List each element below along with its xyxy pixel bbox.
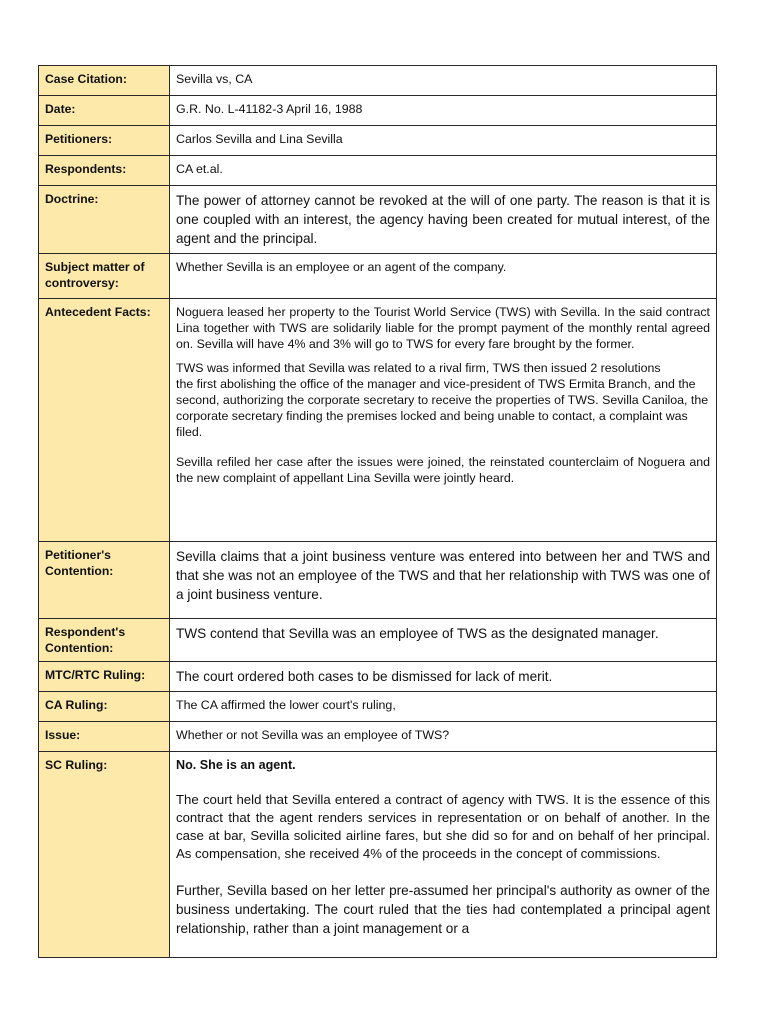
value-antecedent-facts [170, 299, 717, 542]
label-mtc-rtc-ruling: MTC/RTC Ruling: [39, 662, 170, 692]
value-issue: Whether or not Sevilla was an employee of TWS? [170, 722, 717, 752]
value-sc-ruling [170, 752, 717, 958]
label-date: Date: [39, 96, 170, 126]
antecedent-paragraph: TWS was informed that Sevilla was related to a rival firm, TWS then issued 2 resolutions [176, 361, 661, 375]
value-petitioners: Carlos Sevilla and Lina Sevilla [170, 126, 717, 156]
label-sc-ruling: SC Ruling: [39, 752, 170, 958]
value-mtc-rtc-ruling: The court ordered both cases to be dismissed for lack of merit. [170, 662, 717, 692]
label-petitioner-contention: Petitioner's Contention: [39, 542, 170, 619]
value-ca-ruling: The CA affirmed the lower court's ruling, [170, 692, 717, 722]
value-respondent-contention: TWS contend that Sevilla was an employee of TWS as the designated manager. [170, 619, 717, 662]
value-petitioner-contention [170, 542, 717, 619]
label-subject-matter: Subject matter of controversy: [39, 254, 170, 299]
antecedent-paragraph: the first abolishing the office of the manager and vice-president of TWS Ermita Branch, and the second, authorizing the corporate secretary to receive the properties of TWS. Sevilla Caniloa, the corporate secretary finding the premises locked and being unable to contact, a complaint was filed. [176, 377, 709, 439]
row-mtc-rtc-ruling [39, 662, 717, 692]
sc-ruling-paragraph: Further, Sevilla based on her letter pre-assumed her principal's authority as owner of the business undertaking. The court ruled that the ties had contemplated a principal agent relationship, rather than a joint management or a [176, 883, 710, 936]
antecedent-paragraph: Sevilla refiled her case after the issues were joined, the reinstated counterclaim of Noguera and the new complaint of appellant Lina Sevilla were jointly heard. [176, 455, 710, 485]
row-antecedent-facts [39, 299, 717, 542]
row-subject-matter [39, 254, 717, 299]
label-case-citation: Case Citation: [39, 66, 170, 96]
sc-ruling-content [176, 757, 710, 957]
row-petitioners [39, 126, 717, 156]
row-issue [39, 722, 717, 752]
row-ca-ruling [39, 692, 717, 722]
label-issue: Issue: [39, 722, 170, 752]
label-respondents: Respondents: [39, 156, 170, 186]
label-antecedent-facts: Antecedent Facts: [39, 299, 170, 542]
row-date [39, 96, 717, 126]
petitioner-contention-text: Sevilla claims that a joint business venture was entered into between her and TWS and that she was not an employee of the TWS and that her relationship with TWS was one of a joint business venture. [176, 549, 710, 602]
doctrine-text: The power of attorney cannot be revoked at the will of one party. The reason is that it is one coupled with an interest, the agency having been created for mutual interest, of the agent and the principal. [176, 193, 710, 246]
value-case-citation: Sevilla vs, CA [170, 66, 717, 96]
row-petitioner-contention [39, 542, 717, 619]
label-doctrine: Doctrine: [39, 186, 170, 254]
label-respondent-contention: Respondent's Contention: [39, 619, 170, 662]
sc-ruling-paragraph: The court held that Sevilla entered a contract of agency with TWS. It is the essence of this contract that the agent renders services in representation or on behalf of another. In the case at bar, Sevilla solicited airline fares, but she did so for and on behalf of her principal. As compensation, she received 4% of the proceeds in the concept of commissions. [176, 792, 710, 861]
value-subject-matter: Whether Sevilla is an employee or an agent of the company. [170, 254, 717, 299]
value-date: G.R. No. L-41182-3 April 16, 1988 [170, 96, 717, 126]
sc-ruling-lead: No. She is an agent. [176, 758, 296, 772]
row-respondents [39, 156, 717, 186]
label-ca-ruling: CA Ruling: [39, 692, 170, 722]
case-brief-table [38, 65, 717, 958]
value-respondents: CA et.al. [170, 156, 717, 186]
value-doctrine [170, 186, 717, 254]
row-doctrine [39, 186, 717, 254]
row-respondent-contention [39, 619, 717, 662]
row-sc-ruling [39, 752, 717, 958]
label-petitioners: Petitioners: [39, 126, 170, 156]
row-case-citation [39, 66, 717, 96]
antecedent-paragraph: Noguera leased her property to the Tourist World Service (TWS) with Sevilla. In the said contract Lina together with TWS are solidarily liable for the prompt payment of the monthly rental agreed on. Sevilla will have 4% and 3% will go to TWS for every fare brought by the former. [176, 305, 710, 351]
